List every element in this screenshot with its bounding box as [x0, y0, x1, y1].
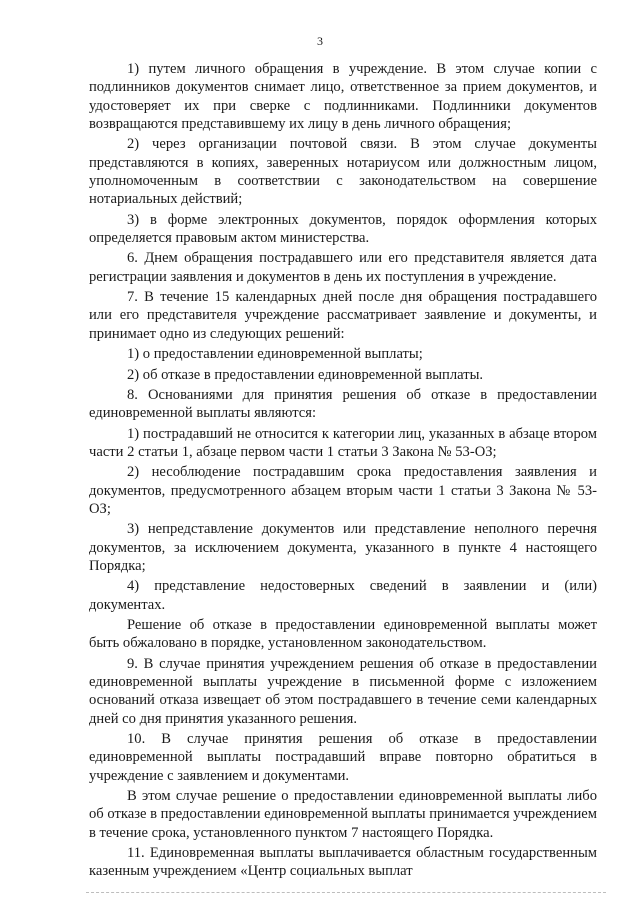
- paragraph-ground-4: 4) представление недостоверных сведений в заявлении и (или) документах.: [89, 578, 597, 613]
- paragraph-item-7: 7. В течение 15 календарных дней после дня обращения пострадавшего или его представителя учреждение рассматривает заявление и документы, и принимает одно из следующих решений:: [89, 289, 597, 342]
- page-bottom-rule: [86, 892, 606, 893]
- paragraph-item-8: 8. Основаниями для принятия решения об отказе в предоставлении единовременной выплаты являются:: [89, 386, 597, 422]
- paragraph-method-personal: 1) путем личного обращения в учреждение. В этом случае копии с подлинников документов снимает лицо, ответственное за прием документов, и удостоверяет их при сверке с подлинниками. Подлинники документов возвращаются представившему их лицу в день личного обращения;: [89, 61, 597, 133]
- paragraph-decision-refuse: 2) об отказе в предоставлении единовременной выплаты.: [127, 366, 484, 383]
- paragraph-method-electronic: 3) в форме электронных документов, порядок оформления которых определяется правовым актом министерства.: [89, 211, 597, 247]
- document-body: [89, 60, 597, 881]
- paragraph-item-11: 11. Единовременная выплаты выплачивается областным государственным казенным учреждением «Центр социальных выплат: [89, 845, 597, 880]
- paragraph-appeal: Решение об отказе в предоставлении единовременной выплаты может быть обжаловано в порядке, установленном законодательством.: [89, 616, 597, 652]
- paragraph-item-10: 10. В случае принятия решения об отказе в предоставлении единовременной выплаты пострадавший вправе повторно обратиться в учреждение с заявлением и документами.: [89, 731, 597, 784]
- paragraph-method-post: 2) через организации почтовой связи. В этом случае документы представляются в копиях, заверенных нотариусом или должностным лицом, уполномоченным в соответствии с законодательством на совершение нотариальных действий;: [89, 136, 597, 208]
- paragraph-ground-3: 3) непредставление документов или представление неполного перечня документов, за исключением документа, указанного в пункте 4 настоящего Порядка;: [89, 521, 597, 574]
- paragraph-decision-grant: 1) о предоставлении единовременной выплаты;: [127, 346, 423, 363]
- paragraph-item-9: 9. В случае принятия учреждением решения об отказе в предоставлении единовременной выплаты учреждение в письменной форме с изложением оснований отказа извещает об этом пострадавшего в течение семи календарных дней со дня принятия указанного решения.: [89, 655, 597, 727]
- paragraph-ground-1: 1) пострадавший не относится к категории лиц, указанных в абзаце втором части 2 статьи 1, абзаце первом части 1 статьи 3 Закона № 53-ОЗ;: [89, 425, 597, 460]
- paragraph-repeat-decision: В этом случае решение о предоставлении единовременной выплаты либо об отказе в предоставлении единовременной выплаты принимается учреждением в течение срока, установленного пунктом 7 настоящего Порядка.: [89, 788, 598, 841]
- page-number: 3: [317, 34, 323, 48]
- paragraph-ground-2: 2) несоблюдение пострадавшим срока предоставления заявления и документов, предусмотренного абзацем вторым части 1 статьи 3 Закона № 53-ОЗ;: [89, 464, 597, 517]
- paragraph-item-6: 6. Днем обращения пострадавшего или его представителя является дата регистрации заявления и документов в день их поступления в учреждение.: [89, 250, 597, 285]
